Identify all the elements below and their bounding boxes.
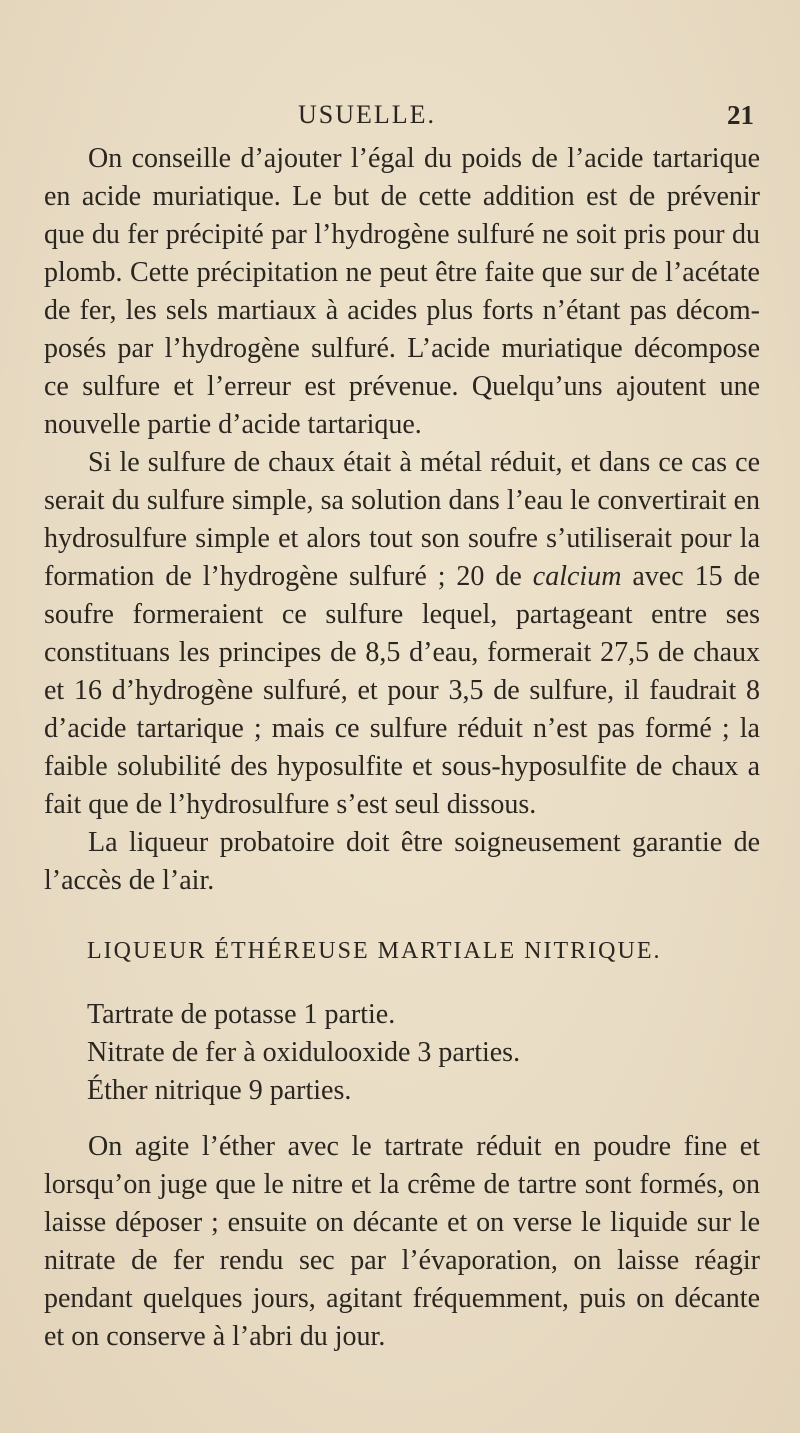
page-number: 21 <box>727 100 754 130</box>
paragraph-air-protection: La liqueur probatoire doit être soigneusement garantie de l’accès de l’air. <box>44 827 760 896</box>
section-heading: LIQUEUR ÉTHÉREUSE MARTIALE NITRIQUE. <box>87 938 662 964</box>
paragraph-text-part: avec 15 de soufre formeraient ce sulfure lequel, partageant entre ses constituans les principes de 8,5 d’eau, formerait 27,5 de chaux et 16 d’hydrogène sulfuré, et pour 3,5 de sulfure, il faudrait 8 d’acide tartarique ; mais ce sulfure réduit n’est pas formé ; la faible solubilité des hyposulfite et sous-hyposulfite de chaux a fait que de l’hydrosulfure s’est seul dissous. <box>44 561 760 820</box>
paragraph-italic-term: calcium <box>532 561 622 592</box>
ingredient-item: Tartrate de potasse 1 partie. <box>87 999 396 1030</box>
running-head <box>0 100 800 140</box>
paragraph-preparation: On agite l’éther avec le tartrate réduit en poudre fine et lorsqu’on juge que le nitre et la crême de tartre sont formés, on laisse déposer ; ensuite on décante et on verse le liquide sur le nitrate de fer rendu sec par l’évaporation, on laisse réagir pendant quelques jours, agitant fréquemment, puis on décante et on conserve à l’abri du jour. <box>44 1131 760 1352</box>
paragraph-calcium-sulfide <box>44 444 760 824</box>
paragraph-acid-addition: On conseille d’ajouter l’égal du poids de l’acide tartarique en acide muriatique. Le but de cette addition est de prévenir que du fer précipité par l’hydrogène sulfuré ne soit pris pour du plomb. Cette précipitation ne peut être faite que sur de l’acétate de fer, les sels martiaux à acides plus forts n’étant pas décomposés par l’hydrogène sulfuré. L’acide muriatique décompose ce sulfure et l’erreur est prévenue. Quelqu’uns ajoutent une nouvelle partie d’acide tartarique. <box>44 143 760 440</box>
paragraph-text-part: Si le sulfure de chaux était à métal réduit, et dans ce cas ce serait du sulfure simple, sa solution dans l’eau le convertirait en hydrosulfure simple et alors tout son soufre s’utiliserait pour la formation de l’hydrogène sulfuré ; 20 de <box>44 447 760 592</box>
ingredient-list <box>44 996 760 1110</box>
body-text <box>44 140 760 1356</box>
ingredient-item: Nitrate de fer à oxidulooxide 3 parties. <box>87 1037 521 1068</box>
ingredient-item: Éther nitrique 9 parties. <box>87 1075 352 1106</box>
running-title: USUELLE. <box>298 100 437 129</box>
